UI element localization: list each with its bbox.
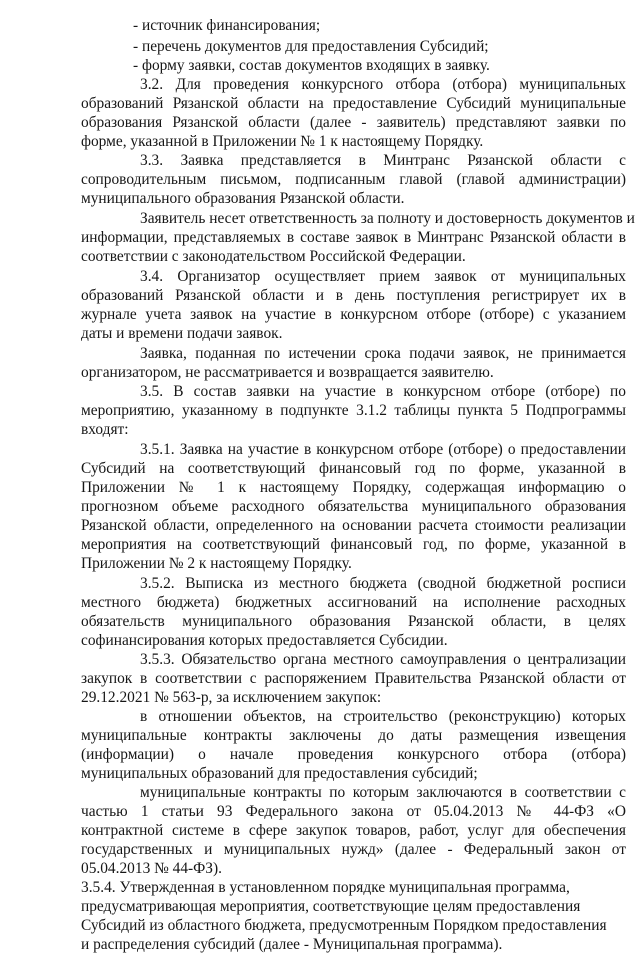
text-line-14: 3.4. Организатор осуществляет прием заявок от муниципальных [140,268,626,285]
text-line-23: 3.5.1. Заявка на участие в конкурсном отборе (отборе) о предоставлении [140,441,626,458]
text-line-39: (информации) о начале проведения конкурсного отбора (отбора) [81,746,626,763]
text-line-13: соответствии с законодательством Российской Федерации. [81,248,466,265]
text-line-37: в отношении объектов, на строительство (реконструкцию) которых [140,708,626,725]
text-line-44: государственных и муниципальных нужд» (далее - Федеральный закон от [81,841,626,858]
text-line-42: частью 1 статьи 93 Федерального закона от 05.04.2013 № 44-ФЗ «О [81,803,626,820]
text-line-3: - форму заявки, состав документов входящих в заявку. [133,57,490,74]
text-line-21: мероприятию, указанному в подпункте 3.1.2 таблицы пункта 5 Подпрограммы [81,402,626,419]
text-line-26: прогнозном объеме расходного обязательства муниципального образования [81,498,626,515]
text-line-28: мероприятия на соответствующий финансовый год, по форме, указанной в [81,536,626,553]
text-line-32: обязательств муниципального образования Рязанской области, в целях [81,613,626,630]
text-line-16: журнале учета заявок на участие в конкурсном отборе (отборе) с указанием [81,306,626,323]
text-line-31: местного бюджета) бюджетных ассигнований на исполнение расходных [81,594,626,611]
text-line-8: 3.3. Заявка представляется в Минтранс Рязанской области с [140,152,626,169]
text-line-9: сопроводительным письмом, подписанным главой (главой администрации) [81,171,626,188]
text-line-43: контрактной системе в сфере закупок товаров, работ, услуг для обеспечения [81,822,626,839]
text-line-20: 3.5. В состав заявки на участие в конкурсном отборе (отборе) по [140,383,626,400]
text-line-6: образования Рязанской области (далее - заявитель) представляют заявки по [81,114,626,131]
text-line-12: информации, представляемых в составе заявок в Минтранс Рязанской области в [81,229,626,246]
text-line-46: 3.5.4. Утвержденная в установленном порядке муниципальная программа, [81,879,570,896]
text-line-38: муниципальные контракты заключены до даты размещения извещения [81,727,626,744]
text-line-4: 3.2. Для проведения конкурсного отбора (отбора) муниципальных [140,76,626,93]
text-line-7: форме, указанной в Приложении № 1 к настоящему Порядку. [81,133,484,150]
text-line-40: муниципальных образований для предоставления субсидий; [81,765,478,782]
text-line-29: Приложении № 2 к настоящему Порядку. [81,555,352,572]
text-line-45: 05.04.2013 № 44-ФЗ). [81,860,222,877]
text-line-5: образований Рязанской области на предоставление Субсидий муниципальные [81,95,626,112]
text-line-22: входят: [81,421,129,438]
text-line-15: образований Рязанской области и в день поступления регистрирует их в [81,287,626,304]
text-line-34: 3.5.3. Обязательство органа местного самоуправления о централизации [140,651,626,668]
text-line-19: организатором, не рассматривается и возвращается заявителю. [81,364,494,381]
text-line-48: Субсидий из областного бюджета, предусмотренным Порядком предоставления [81,917,607,934]
text-line-24: Субсидий на соответствующий финансовый год по форме, указанной в [81,460,626,477]
text-line-41: муниципальные контракты по которым заключаются в соответствии с [140,784,626,801]
text-line-27: Рязанской области, определенного на основании расчета стоимости реализации [81,517,626,534]
text-line-18: Заявка, поданная по истечении срока подачи заявок, не принимается [140,345,626,362]
text-line-33: софинансирования которых предоставляется Субсидии. [81,632,448,649]
text-line-36: 29.12.2021 № 563-р, за исключением закупок: [81,689,382,706]
text-line-30: 3.5.2. Выписка из местного бюджета (сводной бюджетной росписи [140,575,626,592]
text-line-25: Приложении № 1 к настоящему Порядку, содержащая информацию о [81,479,626,496]
text-line-2: - перечень документов для предоставления Субсидий; [133,38,489,55]
text-line-47: предусматривающая мероприятия, соответствующие целям предоставления [81,898,581,915]
text-line-35: закупок в соответствии с распоряжением Правительства Рязанской области от [81,670,626,687]
text-line-1: - источник финансирования; [133,17,321,34]
text-line-10: муниципального образования Рязанской области. [81,190,405,207]
text-line-11: Заявитель несет ответственность за полноту и достоверность документов и [140,210,635,227]
text-line-17: даты и времени подачи заявок. [81,325,283,342]
text-line-49: и распределения субсидий (далее - Муниципальная программа). [81,936,503,953]
